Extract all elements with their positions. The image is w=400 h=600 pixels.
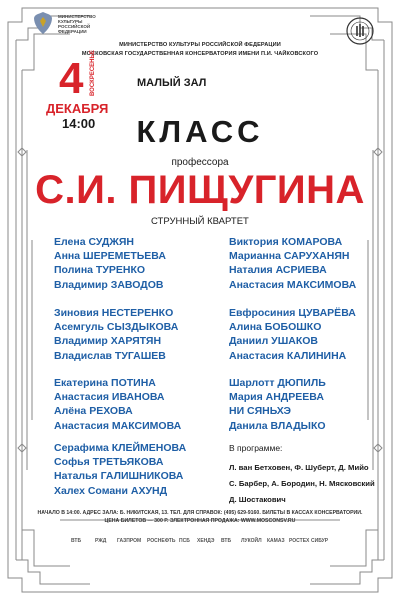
program-line: Л. ван Бетховен, Ф. Шуберт, Д. Мийо xyxy=(229,463,369,472)
performer-name: Асемгуль СЫЗДЫКОВА xyxy=(54,321,179,334)
ministry-line: МИНИСТЕРСТВО КУЛЬТУРЫ РОССИЙСКОЙ ФЕДЕРАЦИИ xyxy=(119,42,281,48)
performers-group-left-4 xyxy=(54,441,186,498)
program-title: В программе: xyxy=(229,443,283,453)
performer-name: Серафима КЛЕЙМЕНОВА xyxy=(54,442,187,454)
program-list xyxy=(229,460,375,508)
event-title: КЛАСС xyxy=(136,114,264,149)
performer-name: Анастасия КАЛИНИНА xyxy=(229,349,347,362)
sponsor-logo: ВТБ xyxy=(71,538,82,544)
performer-name: Владислав ТУГАШЕВ xyxy=(54,349,166,362)
performer-name: Халех Сомани АХУНД xyxy=(54,484,168,497)
sponsor-logo: РОСНЕФТЬ xyxy=(147,538,176,544)
performer-name: Екатерина ПОТИНА xyxy=(54,377,156,389)
performers-group-left-3 xyxy=(54,376,181,433)
sponsor-logo: ГАЗПРОМ xyxy=(117,538,142,544)
sponsor-logo: ХЕНДЭ xyxy=(197,538,215,544)
performers-group-left-1 xyxy=(54,235,166,292)
emblem-caption: МИНИСТЕРСТВО КУЛЬТУРЫ РОССИЙСКОЙ ФЕДЕРАЦИИ xyxy=(58,14,96,34)
performer-name: Анастасия МАКСИМОВА xyxy=(229,278,357,291)
performer-name: Зиновия НЕСТЕРЕНКО xyxy=(54,307,174,319)
sponsor-logo: СИБУР xyxy=(311,538,329,544)
performer-name: Алина БОБОШКО xyxy=(229,321,322,334)
performer-name: Евфросиния ЦУВАРЁВА xyxy=(229,307,356,319)
performer-name: Анна ШЕРЕМЕТЬЕВА xyxy=(54,250,166,263)
footer-info-line: НАЧАЛО В 14:00. АДРЕС ЗАЛА: Б. НИКИТСКАЯ, 13. ТЕЛ. ДЛЯ СПРАВОК: (495) 629-9160. БИЛЕТЫ В КАССАХ КОНСЕРВАТОРИИ. xyxy=(37,510,363,516)
sponsor-logo: ВТБ xyxy=(221,538,232,544)
performer-name: Марианна САРУХАНЯН xyxy=(229,250,350,263)
event-weekday: ВОСКРЕСЕНЬЕ xyxy=(90,50,96,96)
performer-name: Шарлотт ДЮПИЛЬ xyxy=(229,377,326,389)
performers-group-right-1 xyxy=(229,235,356,292)
coat-of-arms-icon xyxy=(31,10,55,36)
program-line: С. Барбер, А. Бородин, Н. Мясковский xyxy=(229,479,375,488)
performer-name: Анастасия МАКСИМОВА xyxy=(54,419,182,432)
performer-name: Мария АНДРЕЕВА xyxy=(229,391,324,404)
sponsor-logo: КАМАЗ xyxy=(267,538,285,544)
performers-group-left-2 xyxy=(54,306,178,363)
performer-name: Анастасия ИВАНОВА xyxy=(54,391,165,404)
footer-ticket-line: ЦЕНА БИЛЕТОВ — 300 Р. ЭЛЕКТРОННАЯ ПРОДАЖА: WWW.MOSCONSV.RU xyxy=(104,518,296,524)
concert-subtitle: СТРУННЫЙ КВАРТЕТ xyxy=(151,216,249,227)
professor-label: профессора xyxy=(171,157,229,168)
event-time: 14:00 xyxy=(62,116,96,131)
program-line: Д. Шостакович xyxy=(229,495,286,504)
performer-name: Наталья ГАЛИШНИКОВА xyxy=(54,470,184,483)
performers-group-right-3 xyxy=(229,376,326,433)
performer-name: Данила ВЛАДЫКО xyxy=(229,419,326,432)
performer-name: Даниил УШАКОВ xyxy=(229,335,318,348)
performers-group-right-2 xyxy=(229,306,356,363)
event-day: 4 xyxy=(59,54,84,103)
sponsor-logo: РЖД xyxy=(95,538,107,544)
performer-name: НИ СЯНЬХЭ xyxy=(229,405,291,418)
performer-name: Елена СУДЖЯН xyxy=(54,236,135,248)
sponsor-logo: ПСБ xyxy=(179,538,190,544)
event-month: ДЕКАБРЯ xyxy=(46,101,109,116)
performer-name: Полина ТУРЕНКО xyxy=(54,264,146,277)
professor-name: С.И. ПИЩУГИНА xyxy=(35,168,365,212)
performer-name: Владимир ХАРЯТЯН xyxy=(54,335,162,348)
performer-name: Алёна РЕХОВА xyxy=(54,405,133,418)
sponsor-logo: ЛУКОЙЛ xyxy=(241,538,262,544)
performer-name: Наталия АСРИЕВА xyxy=(229,264,327,277)
sponsor-logo: РОСТЕХ xyxy=(289,538,310,544)
conservatory-line: МОСКОВСКАЯ ГОСУДАРСТВЕННАЯ КОНСЕРВАТОРИЯ ИМЕНИ П.И. ЧАЙКОВСКОГО xyxy=(81,51,319,57)
performer-name: Виктория КОМАРОВА xyxy=(229,236,343,248)
sponsor-logos xyxy=(71,537,333,547)
event-hall: МАЛЫЙ ЗАЛ xyxy=(137,77,207,89)
performer-name: Владимир ЗАВОДОВ xyxy=(54,278,164,291)
performer-name: Софья ТРЕТЬЯКОВА xyxy=(54,456,164,469)
